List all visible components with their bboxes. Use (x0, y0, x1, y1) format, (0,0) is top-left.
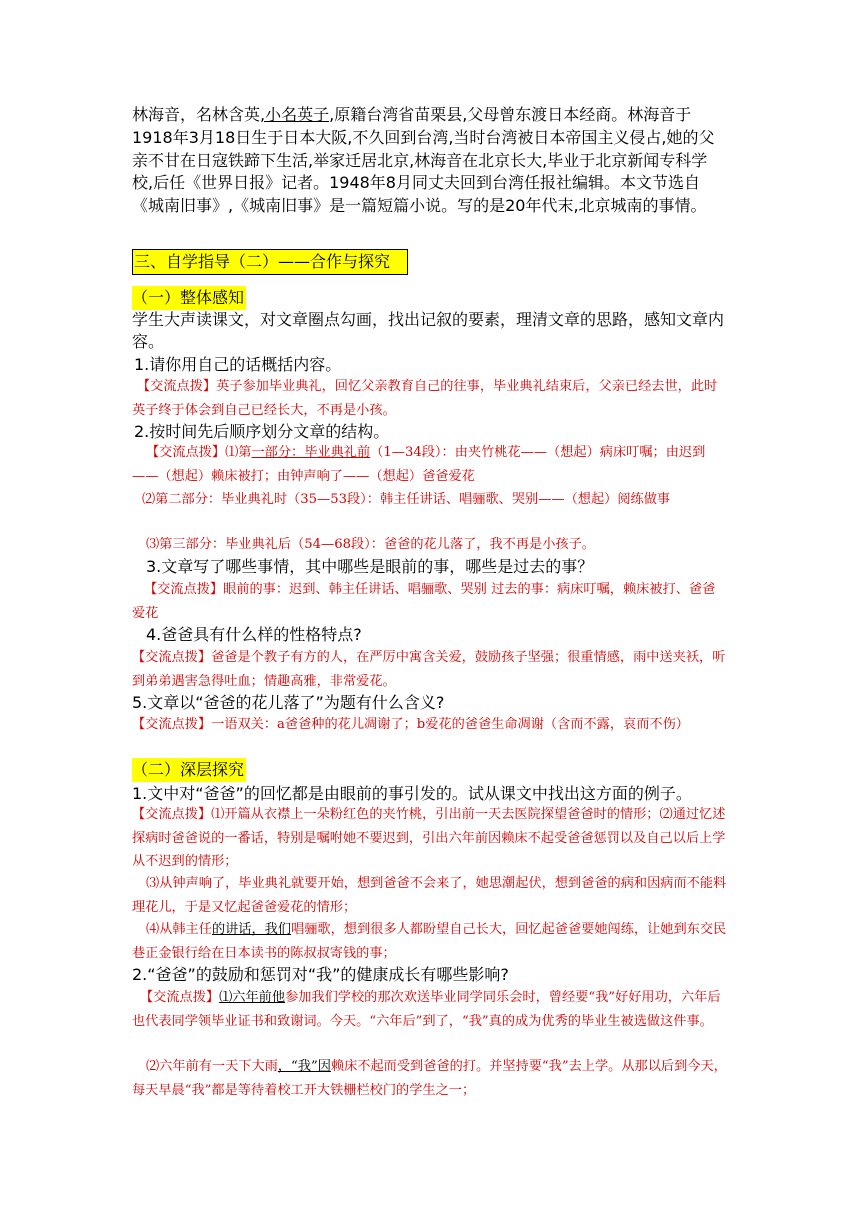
deep-answer-1c (132, 918, 728, 965)
answer-4: 【交流点拨】爸爸是个教子有方的人，在严厉中寓含关爱，鼓励孩子坚强；很重情感，雨中送夹袄，听到弟弟遇害急得吐血；情趣高雅，非常爱花。 (132, 650, 726, 689)
deep-answer-2a-underlined: ⑴六年前他 (219, 990, 286, 1005)
deep-answer-2a-pre: 【交流点拨】 (140, 990, 220, 1005)
deep-answer-1c-pre: ⑷从韩主任 (146, 922, 212, 937)
part1-intro: 学生大声读课文，对文章圈点勾画，找出记叙的要素，理清文章的思路，感知文章内容。 (132, 310, 725, 351)
deep-answer-2a (132, 986, 728, 1033)
intro-paragraph (132, 104, 728, 218)
deep-answer-2b (132, 1055, 728, 1102)
deep-answer-1a: 【交流点拨】⑴开篇从衣襟上一朵粉红色的夹竹桃，引出前一天去医院探望爸爸时的情形；⑵通过忆述探病时爸爸说的一番话，特别是嘱咐她不要迟到，引出六年前因赖床不起受爸爸惩罚以及自己以后上学从不迟到的情形； (132, 807, 726, 869)
question-2: 2.按时间先后顺序划分文章的结构。 (134, 422, 390, 441)
part2-heading: （二）深层探究 (132, 758, 246, 782)
question-5: 5.文章以“爸爸的花儿落了”为题有什么含义? (132, 693, 445, 712)
deep-answer-1b: ⑶从钟声响了，毕业典礼就要开始，想到爸爸不会来了，她思潮起伏，想到爸爸的病和因病而不能料理花儿，于是又忆起爸爸爱花的情形； (132, 876, 727, 915)
answer-3: 【交流点拨】眼前的事：迟到、韩主任讲话、唱骊歌、哭别 过去的事：病床叮嘱，赖床被打、爸爸爱花 (132, 582, 716, 621)
answer-5: 【交流点拨】一语双关：a爸爸种的花儿凋谢了；b爱花的爸爸生命凋谢（含而不露，哀而不伤） (132, 717, 689, 732)
intro-text-1: 林海音，名林含英 (132, 105, 261, 124)
intro-underlined: ,小名英子 (260, 105, 330, 124)
question-3: 3.文章写了哪些事情，其中哪些是眼前的事，哪些是过去的事？ (146, 557, 594, 576)
deep-question-1: 1.文中对“爸爸”的回忆都是由眼前的事引发的。试从课文中找出这方面的例子。 (132, 784, 692, 803)
deep-question-2: 2.“爸爸”的鼓励和惩罚对“我”的健康成长有哪些影响? (132, 965, 509, 984)
deep-answer-2a-post: 参加我们学校的那次欢送毕业同学同乐会时，曾经要“我”好好用功，六年后也代表同学领毕业证书和致谢词。今天。“六年后”到了，“我”真的成为优秀的毕业生被选做这件事。 (132, 990, 721, 1029)
answer-2-underlined: 一部分：毕业典礼前 (251, 445, 371, 460)
deep-answer-1c-post: 唱骊歌，想到很多人都盼望自己长大，回忆起爸爸要她闯练，让她到东交民巷正金银行给在日本读书的陈叔叔寄钱的事； (132, 922, 727, 961)
deep-answer-2b-post: 赖床不起而受到爸爸的打。并坚持要“我”去上学。从那以后到今天，每天早晨“我”都是等待着校工开大铁栅栏校门的学生之一； (132, 1059, 727, 1098)
answer-2b: ⑵第二部分：毕业典礼时（35—53段）：韩主任讲话、唱骊歌、哭别——（想起）阅练做事 (142, 492, 671, 507)
part1-heading: （一）整体感知 (132, 286, 246, 310)
answer-2-post: （1—34段）：由夹竹桃花——（想起）病床叮嘱；由迟到——（想起）赖床被打；由钟声响了——（想起）爸爸爱花 (132, 445, 706, 484)
answer-2-pre: 【交流点拨】⑴第 (146, 445, 252, 460)
answer-1: 【交流点拨】英子参加毕业典礼，回忆父亲教育自己的往事，毕业典礼结束后，父亲已经去世，此时英子终于体会到自己已经长大，不再是小孩。 (132, 379, 718, 418)
deep-answer-1c-underlined: 的讲话，我们 (211, 922, 292, 937)
intro-text-2: ,原籍台湾省苗栗县,父母曾东渡日本经商。林海音于1918年3月18日生于日本大阪,不久回到台湾,当时台湾被日本帝国主义侵占,她的父亲不甘在日寇铁蹄下生活,举家迁居北京,林海音在北京长大,毕业于北京新闻专科学校,后任《世界日报》记者。1948年8月同丈夫回到台湾任报社编辑。本文节选自《城南旧事》,《城南旧事》是一篇短篇小说。写的是20年代末,北京城南的事情。 (132, 105, 715, 216)
deep-answer-2b-underlined: ，“我”因 (277, 1059, 331, 1074)
answer-2c: ⑶第三部分：毕业典礼后（54—68段）：爸爸的花儿落了，我不再是小孩子。 (146, 537, 595, 552)
deep-answer-2b-pre: ⑵六年前有一天下大雨 (146, 1059, 278, 1074)
answer-2 (132, 441, 728, 488)
section-heading: 三、自学指导（二）——合作与探究 (132, 249, 408, 275)
question-4: 4.爸爸具有什么样的性格特点? (146, 625, 362, 644)
question-1: 1.请你用自己的话概括内容。 (134, 355, 342, 374)
